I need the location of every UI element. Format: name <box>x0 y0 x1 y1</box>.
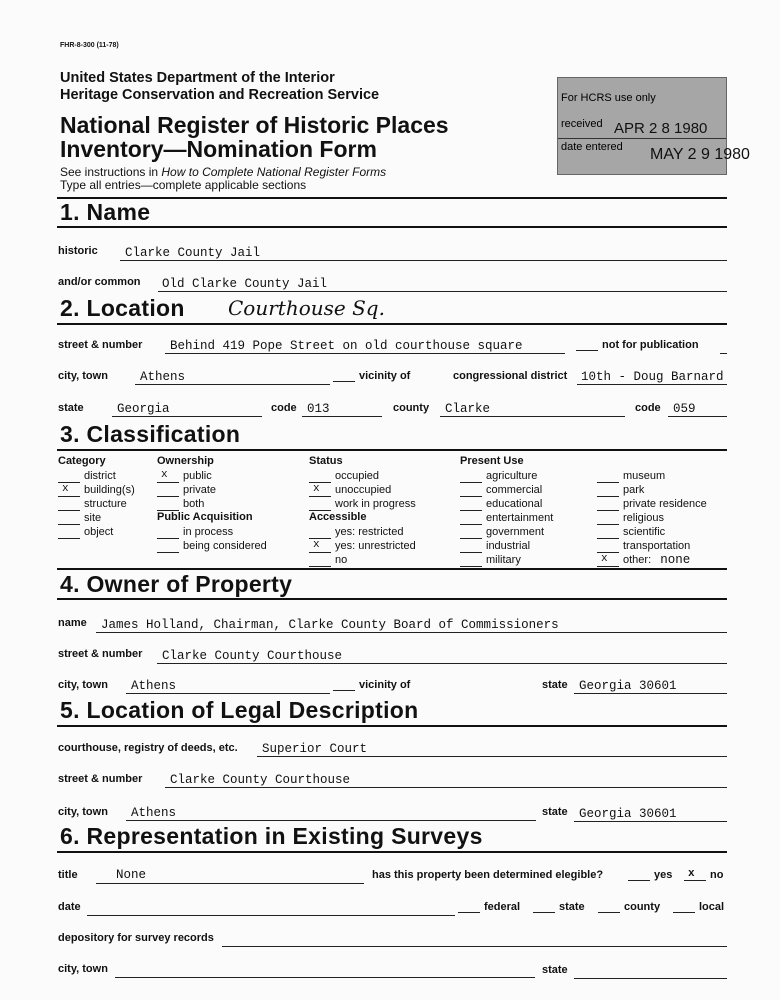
vicinity <box>333 370 410 382</box>
eligible-yes <box>628 869 672 881</box>
accessible-item <box>309 525 416 539</box>
instructions-line1 <box>60 165 386 179</box>
present-use-label: private residence <box>623 498 707 510</box>
present-use-label: commercial <box>486 484 543 496</box>
county-blank[interactable] <box>598 902 620 913</box>
local-blank[interactable] <box>673 902 695 913</box>
form-id: FHR-8-300 (11-78) <box>60 42 119 49</box>
accessible-list <box>309 525 416 567</box>
survey-state-label: state <box>542 964 568 976</box>
survey-title-value: None <box>116 868 147 882</box>
rule <box>96 883 364 884</box>
survey-title-label: title <box>58 869 78 881</box>
status-header: Status <box>309 455 343 467</box>
code2-label: code <box>635 402 661 414</box>
state-label: state <box>58 402 84 414</box>
present-use-label: park <box>623 484 645 496</box>
courthouse-label: courthouse, registry of deeds, etc. <box>58 742 238 754</box>
acquisition-item <box>157 539 267 553</box>
rule <box>112 416 262 417</box>
legal-street-label: street & number <box>58 773 143 785</box>
present-use-item <box>460 511 553 525</box>
rule <box>126 820 536 821</box>
blank-field[interactable] <box>333 371 355 382</box>
category-mark: x <box>62 483 69 495</box>
ownership-item <box>157 469 216 483</box>
rule <box>720 353 727 354</box>
historic-label: historic <box>58 245 98 257</box>
status-mark: x <box>313 483 320 495</box>
rule <box>115 977 535 978</box>
state-option-label: state <box>559 901 585 913</box>
federal-blank[interactable] <box>458 902 480 913</box>
owner-state-value: Georgia 30601 <box>579 679 677 693</box>
legal-state-value: Georgia 30601 <box>579 807 677 821</box>
status-item <box>309 469 416 483</box>
accessible-item <box>309 539 416 553</box>
instructions-line2: Type all entries—complete applicable sections <box>60 178 307 192</box>
blank-field[interactable] <box>333 680 355 691</box>
status-label: occupied <box>335 470 380 482</box>
present-use-label: agriculture <box>486 470 538 482</box>
present-use-item <box>597 483 707 497</box>
owner-vicinity <box>333 679 410 691</box>
acquisition-header: Public Acquisition <box>157 511 253 523</box>
survey-date-label: date <box>58 901 81 913</box>
present-use-item <box>597 511 707 525</box>
rule <box>158 291 727 292</box>
rule <box>165 353 565 354</box>
present-use-item <box>460 497 553 511</box>
eligible-yes-label: yes <box>654 869 673 881</box>
yes-blank[interactable] <box>628 870 650 881</box>
rule <box>257 756 727 757</box>
county-label: county <box>393 402 430 414</box>
present-use-item <box>597 469 707 483</box>
present-use-item <box>597 497 707 511</box>
other-mark: x <box>601 553 608 565</box>
owner-street-value: Clarke County Courthouse <box>162 649 343 663</box>
present-use-item <box>460 525 553 539</box>
vicinity-label: vicinity of <box>359 370 411 382</box>
city-label: city, town <box>58 370 108 382</box>
ownership-item <box>157 483 216 497</box>
ownership-mark: x <box>161 469 168 481</box>
ownership-label: both <box>183 498 205 510</box>
category-label: structure <box>84 498 127 510</box>
congressional-value: 10th - Doug Barnard <box>581 370 724 384</box>
category-item <box>58 483 135 497</box>
federal-option <box>458 901 520 913</box>
acquisition-item <box>157 525 267 539</box>
accessible-label: no <box>335 554 348 566</box>
rule <box>440 416 625 417</box>
state-value: Georgia <box>117 402 170 416</box>
rule <box>668 416 727 417</box>
rule <box>96 632 727 633</box>
accessible-item <box>309 553 416 567</box>
entered-date: MAY 2 9 1980 <box>650 146 750 163</box>
historic-value: Clarke County Jail <box>125 246 261 260</box>
agency-line1: United States Department of the Interior <box>60 70 335 86</box>
eligible-no-label: no <box>710 869 724 881</box>
local-label: local <box>699 901 725 913</box>
agency-line2: Heritage Conservation and Recreation Service <box>60 87 380 103</box>
present-use-item <box>460 469 553 483</box>
courthouse-value: Superior Court <box>262 742 368 756</box>
local-option <box>673 901 724 913</box>
rule <box>57 851 727 853</box>
present-use-item <box>597 539 707 553</box>
owner-street-label: street & number <box>58 648 143 660</box>
common-label: and/or common <box>58 276 141 288</box>
rule <box>57 449 727 451</box>
present-use-label: scientific <box>623 526 666 538</box>
present-use-label: industrial <box>486 540 531 552</box>
rule <box>574 693 727 694</box>
present-use-label: military <box>486 554 521 566</box>
present-use-header: Present Use <box>460 455 524 467</box>
state-blank[interactable] <box>533 902 555 913</box>
instructions-prefix: See instructions in <box>60 165 162 179</box>
code2-value: 059 <box>673 402 696 416</box>
state-option <box>533 901 585 913</box>
owner-city-label: city, town <box>58 679 108 691</box>
federal-label: federal <box>484 901 521 913</box>
ownership-header: Ownership <box>157 455 214 467</box>
category-label: object <box>84 526 114 538</box>
section-5-title: 5. Location of Legal Description <box>60 697 419 723</box>
rule <box>135 384 330 385</box>
stamp-divider <box>558 138 726 139</box>
status-item <box>309 497 416 511</box>
hcrs-use-box <box>557 77 750 175</box>
section-3-title: 3. Classification <box>60 421 241 447</box>
code-label: code <box>271 402 297 414</box>
present-use-label: museum <box>623 470 666 482</box>
present-use-label: transportation <box>623 540 691 552</box>
blank-field[interactable] <box>576 340 598 351</box>
depository-label: depository for survey records <box>58 932 214 944</box>
other-value: none <box>660 553 691 567</box>
rule <box>57 197 727 199</box>
legal-state-label: state <box>542 806 568 818</box>
section-4-title: 4. Owner of Property <box>60 571 293 597</box>
category-label: site <box>84 512 102 524</box>
owner-state-label: state <box>542 679 568 691</box>
rule <box>57 598 727 600</box>
category-item <box>58 497 135 511</box>
present-use-label: religious <box>623 512 664 524</box>
acquisition-label: being considered <box>183 540 267 552</box>
owner-city-value: Athens <box>131 679 177 693</box>
present-use-label: other: <box>623 554 652 566</box>
no-mark: x <box>688 868 695 880</box>
city-value: Athens <box>140 370 186 384</box>
rule <box>574 821 727 822</box>
present-use-item <box>460 483 553 497</box>
eligible-no <box>684 869 723 881</box>
rule <box>157 663 727 664</box>
congressional-label: congressional district <box>453 370 568 382</box>
status-label: unoccupied <box>335 484 392 496</box>
present-use-col1 <box>460 469 553 567</box>
status-label: work in progress <box>335 498 416 510</box>
present-use-item <box>597 525 707 539</box>
rule <box>126 693 330 694</box>
present-use-label: entertainment <box>486 512 554 524</box>
accessible-header: Accessible <box>309 511 367 523</box>
legal-street-value: Clarke County Courthouse <box>170 773 351 787</box>
accessible-mark: x <box>313 539 320 551</box>
street-value: Behind 419 Pope Street on old courthouse square <box>170 339 523 353</box>
rule <box>120 260 727 261</box>
present-use-item <box>597 553 707 567</box>
rule <box>577 384 727 385</box>
county-value: Clarke <box>445 402 491 416</box>
ownership-label: public <box>183 470 212 482</box>
entered-label: date entered <box>561 141 623 153</box>
accessible-label: yes: unrestricted <box>335 540 416 552</box>
received-date: APR 2 8 1980 <box>614 120 708 137</box>
not-for-publication-label: not for publication <box>602 339 699 351</box>
handwritten-note: Courthouse Sq. <box>228 296 385 320</box>
category-header: Category <box>58 455 106 467</box>
rule <box>222 946 727 947</box>
present-use-item <box>460 553 553 567</box>
ownership-label: private <box>183 484 217 496</box>
category-item <box>58 469 135 483</box>
status-list <box>309 469 416 511</box>
eligible-question: has this property been determined elegible? <box>372 869 604 881</box>
owner-vicinity-label: vicinity of <box>359 679 411 691</box>
present-use-label: government <box>486 526 545 538</box>
rule <box>57 226 727 228</box>
acquisition-label: in process <box>183 526 234 538</box>
county-option-label: county <box>624 901 661 913</box>
present-use-label: educational <box>486 498 543 510</box>
present-use-item <box>460 539 553 553</box>
owner-name-label: name <box>58 617 87 629</box>
received-label: received <box>561 118 603 130</box>
rule <box>302 416 382 417</box>
ownership-item <box>157 497 216 511</box>
rule <box>57 568 727 570</box>
legal-city-value: Athens <box>131 806 177 820</box>
legal-city-label: city, town <box>58 806 108 818</box>
accessible-label: yes: restricted <box>335 526 404 538</box>
category-list <box>58 469 135 539</box>
rule <box>165 787 727 788</box>
code-value: 013 <box>307 402 330 416</box>
rule <box>574 978 727 979</box>
category-label: district <box>84 470 116 482</box>
rule <box>57 323 727 325</box>
rule <box>57 725 727 727</box>
county-option <box>598 901 660 913</box>
form-title-line2: Inventory—Nomination Form <box>60 136 377 162</box>
common-value: Old Clarke County Jail <box>162 277 328 291</box>
acquisition-list <box>157 525 267 553</box>
instructions-italic: How to Complete National Register Forms <box>161 165 387 179</box>
rule <box>87 915 455 916</box>
survey-city-label: city, town <box>58 963 108 975</box>
category-label: building(s) <box>84 484 135 496</box>
form-title-line1: National Register of Historic Places <box>60 112 449 138</box>
section-2-title: 2. Location <box>60 295 185 321</box>
present-use-col2 <box>597 469 707 567</box>
not-for-publication <box>576 339 699 351</box>
section-6-title: 6. Representation in Existing Surveys <box>60 823 483 849</box>
section-1-title: 1. Name <box>60 199 151 225</box>
owner-name-value: James Holland, Chairman, Clarke County Board of Commissioners <box>101 618 559 632</box>
status-item <box>309 483 416 497</box>
use-only-label: For HCRS use only <box>561 92 656 104</box>
ownership-list <box>157 469 216 511</box>
category-item <box>58 525 135 539</box>
street-label: street & number <box>58 339 143 351</box>
category-item <box>58 511 135 525</box>
